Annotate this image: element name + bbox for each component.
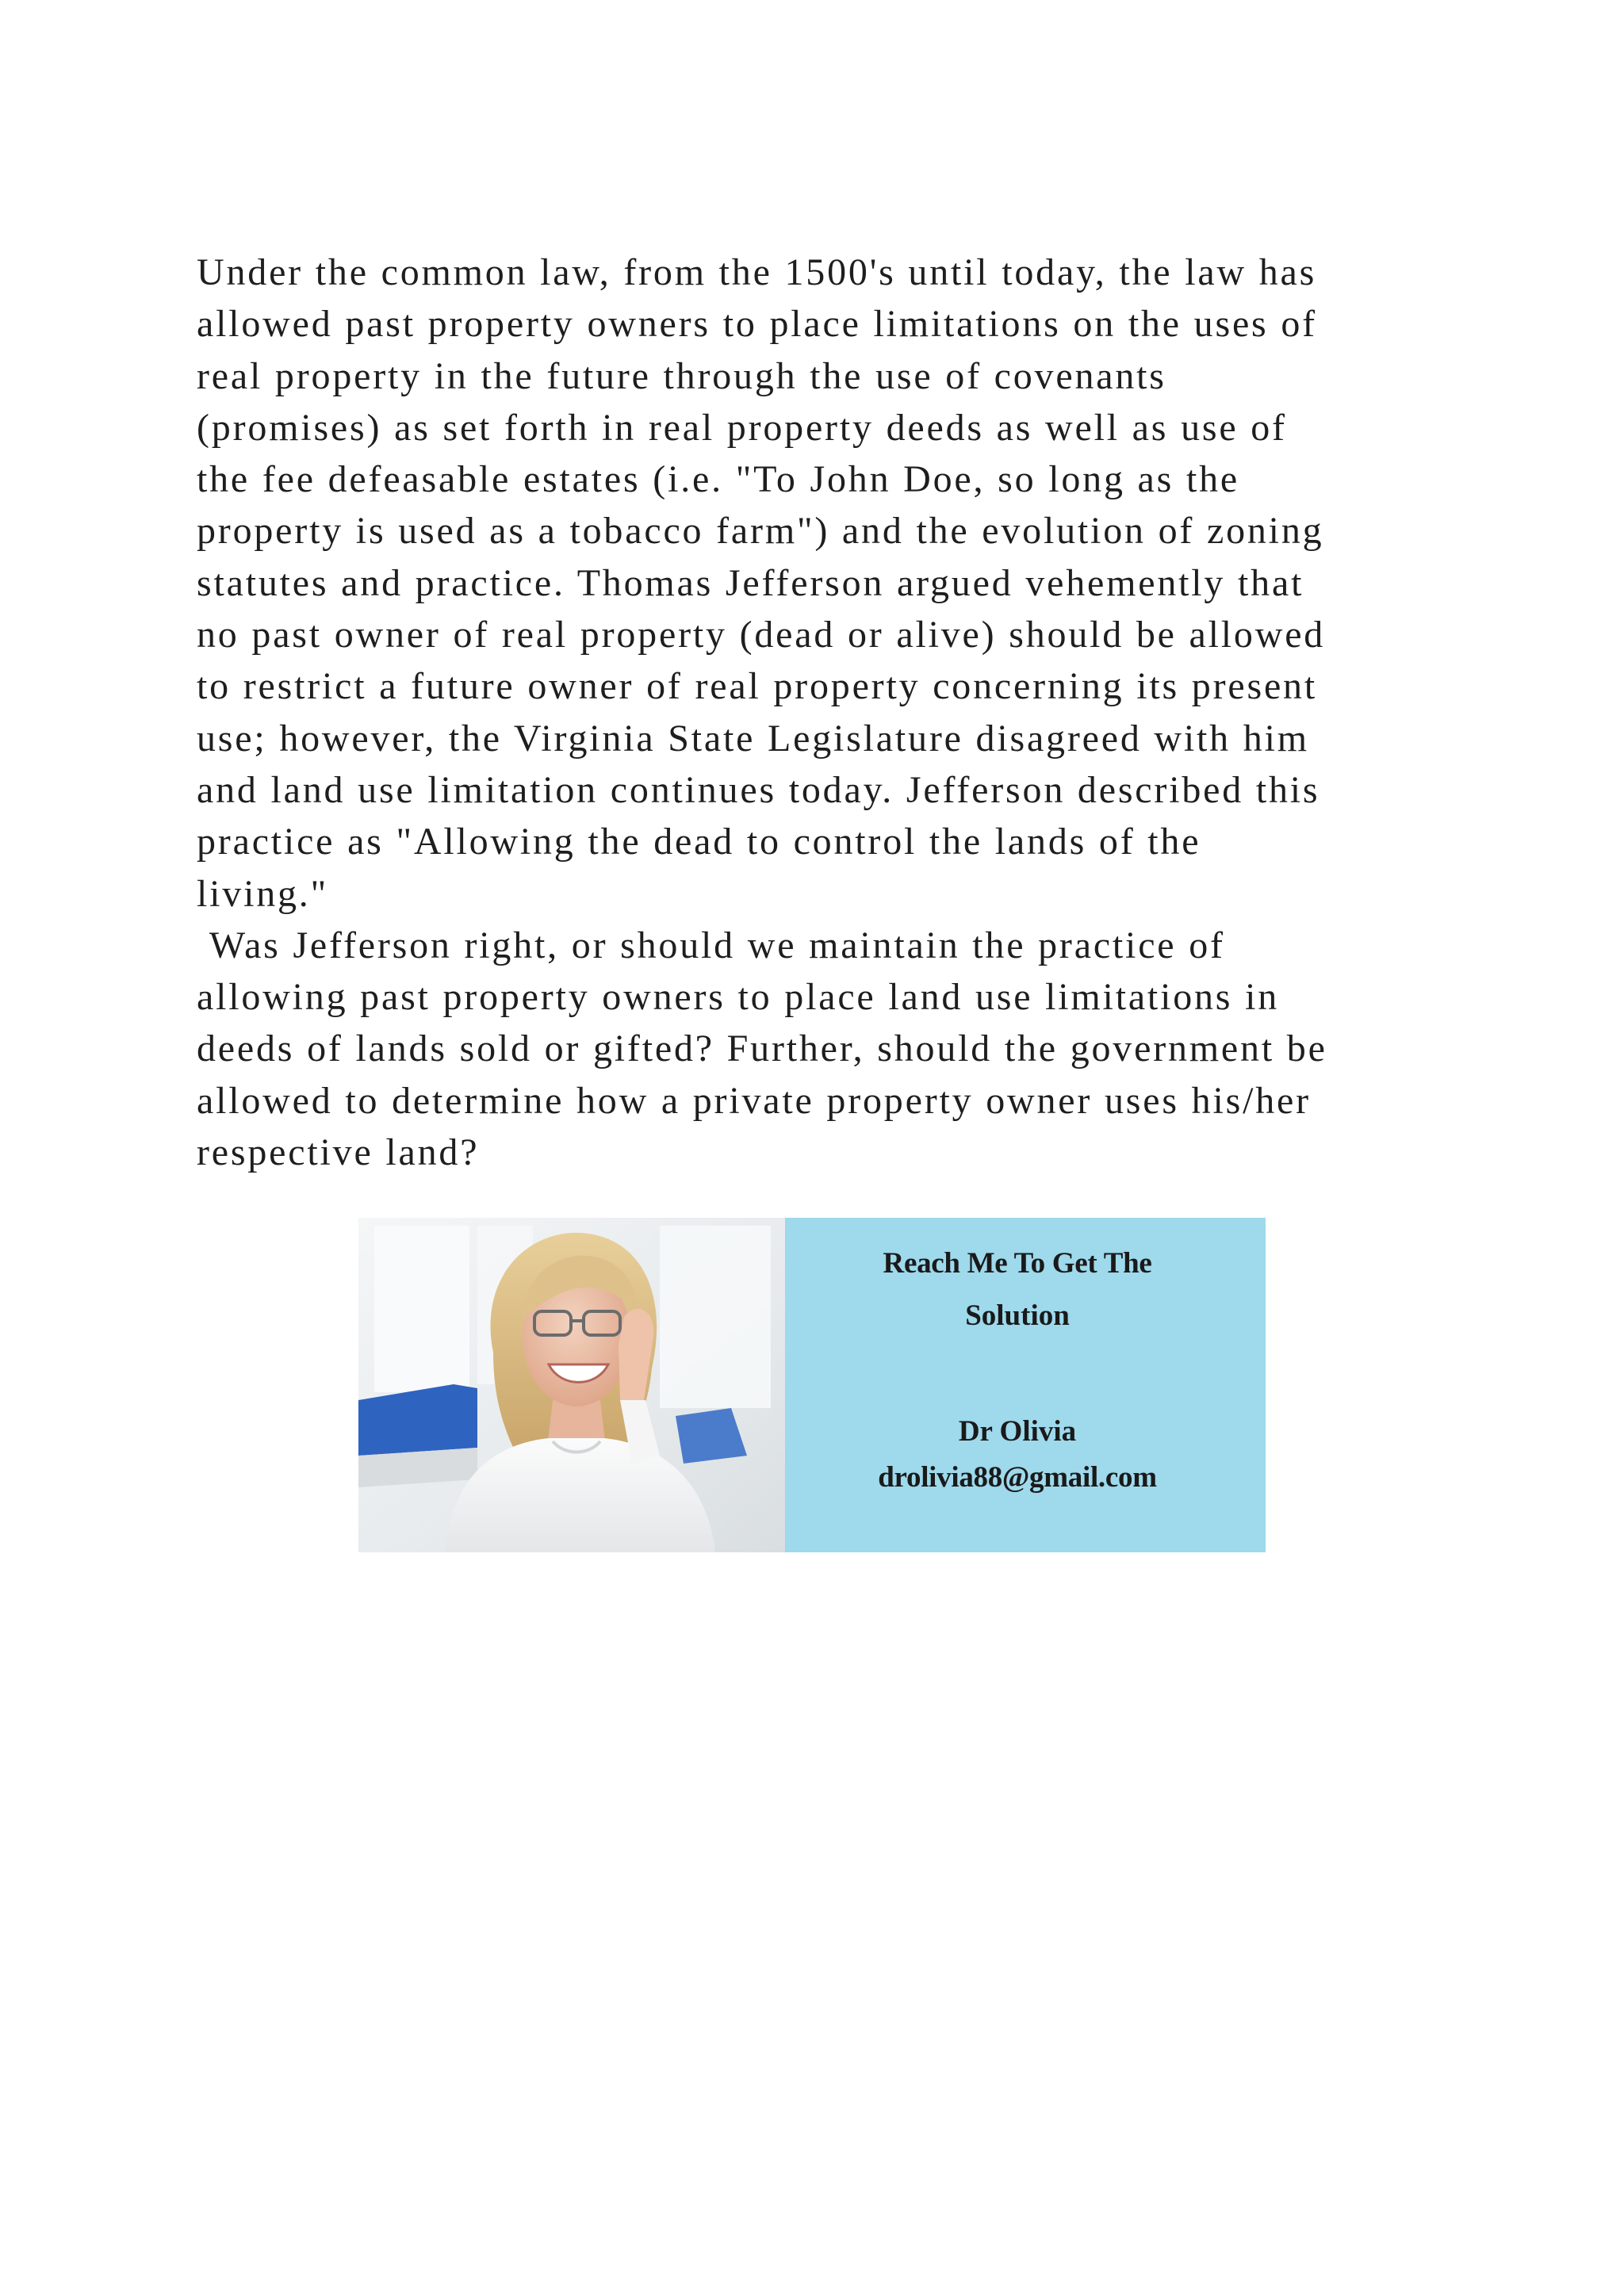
contact-panel — [785, 1218, 1266, 1552]
contact-email: drolivia88@gmail.com — [878, 1461, 1157, 1494]
contact-name: Dr Olivia — [958, 1415, 1077, 1448]
promo-banner — [358, 1218, 1266, 1552]
promo-heading-line-2: Solution — [965, 1299, 1070, 1332]
promo-heading-line-1: Reach Me To Get The — [883, 1247, 1152, 1280]
woman-photo — [358, 1218, 785, 1552]
question-text: Under the common law, from the 1500's until today, the law has allowed past property owners to place limitations on the uses of real property in the future through the use of covenants (promises) as set forth in real property deeds as well as use of the fee defeasable estates (i.e. "To John Doe, so long as the property is used as a tobacco farm") and the evolution of zoning statutes and practice. Thomas Jefferson argued vehemently that no past owner of real property (dead or alive) should be allowed to restrict a future owner of real property concerning its present use; however, the Virginia State Legislature disagreed with him and land use limitation continues today. Jefferson described this practice as "Allowing the dead to control the lands of the living." Was Jefferson right, or should we maintain the practice of allowing past property owners to place land use limitations in deeds of lands sold or gifted? Further, should the government be allowed to determine how a private property owner uses his/her respective land? — [197, 251, 1327, 1174]
